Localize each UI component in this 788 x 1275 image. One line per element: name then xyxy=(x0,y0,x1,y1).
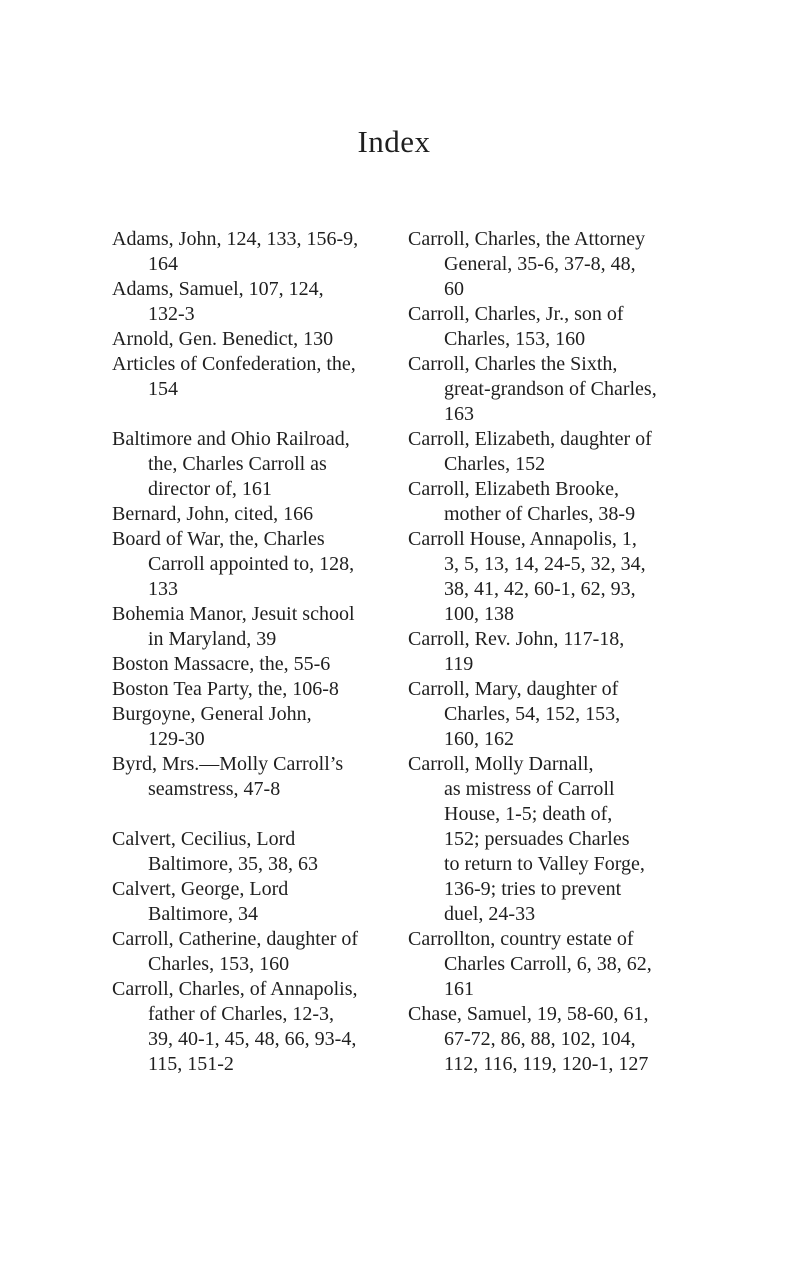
index-entry-line: Carroll, Molly Darnall, xyxy=(408,753,594,775)
index-entry-line: House, 1-5; death of, xyxy=(444,803,613,825)
index-entry-line: Carroll, Charles, Jr., son of xyxy=(408,303,624,325)
index-entry-line: Calvert, Cecilius, Lord xyxy=(112,828,296,850)
index-entry-line: Board of War, the, Charles xyxy=(112,528,325,550)
index-entry xyxy=(408,477,704,527)
index-entry xyxy=(112,502,408,527)
index-entry xyxy=(112,427,408,502)
index-columns xyxy=(112,227,704,1077)
index-entry-line: Carroll, Elizabeth Brooke, xyxy=(408,478,620,500)
index-entry-line: Carroll appointed to, 128, xyxy=(148,553,355,575)
index-entry xyxy=(408,302,704,352)
index-entry-line: mother of Charles, 38-9 xyxy=(444,503,636,525)
index-entry xyxy=(112,877,408,927)
index-entry-line: great-grandson of Charles, xyxy=(444,378,657,400)
index-entry-line: Carroll, Charles the Sixth, xyxy=(408,353,618,375)
index-entry xyxy=(112,652,408,677)
index-entry-line: 100, 138 xyxy=(444,603,514,625)
page-title: Index xyxy=(357,124,431,159)
index-entry-line: Baltimore, 34 xyxy=(148,903,258,925)
index-entry-line: in Maryland, 39 xyxy=(148,628,277,650)
index-entry xyxy=(112,527,408,602)
index-entry-line: Boston Tea Party, the, 106-8 xyxy=(112,678,339,700)
index-entry xyxy=(408,427,704,477)
index-entry-line: Carrollton, country estate of xyxy=(408,928,634,950)
index-entry-line: duel, 24-33 xyxy=(444,903,536,925)
index-entry-line: Bohemia Manor, Jesuit school xyxy=(112,603,355,625)
index-entry-line: 60 xyxy=(444,278,464,300)
index-entry-line: Charles, 153, 160 xyxy=(444,328,586,350)
index-entry-line: seamstress, 47-8 xyxy=(148,778,281,800)
index-entry-line: Baltimore and Ohio Railroad, xyxy=(112,428,350,450)
index-entry-line: to return to Valley Forge, xyxy=(444,853,645,875)
index-entry xyxy=(112,277,408,327)
index-entry-line: the, Charles Carroll as xyxy=(148,453,327,475)
index-entry-line: 67-72, 86, 88, 102, 104, xyxy=(444,1028,636,1050)
index-entry xyxy=(408,627,704,677)
index-entry-line: 152; persuades Charles xyxy=(444,828,630,850)
index-column-right xyxy=(408,227,704,1077)
index-entry-line: 119 xyxy=(444,653,474,675)
index-entry-line: Arnold, Gen. Benedict, 130 xyxy=(112,328,334,350)
index-entry xyxy=(112,977,408,1077)
index-entry xyxy=(112,752,408,802)
index-entry xyxy=(112,602,408,652)
index-entry-line: 163 xyxy=(444,403,474,425)
index-entry xyxy=(112,702,408,752)
index-column-left xyxy=(112,227,408,1077)
index-entry xyxy=(408,352,704,427)
index-entry-line: 136-9; tries to prevent xyxy=(444,878,622,900)
index-entry-line: Boston Massacre, the, 55-6 xyxy=(112,653,331,675)
index-entry-line: Charles, 153, 160 xyxy=(148,953,290,975)
index-entry-line: 112, 116, 119, 120-1, 127 xyxy=(444,1053,649,1075)
index-entry-line: father of Charles, 12-3, xyxy=(148,1003,335,1025)
index-entry xyxy=(408,927,704,1002)
index-entry-line: as mistress of Carroll xyxy=(444,778,615,800)
index-entry-line: General, 35-6, 37-8, 48, xyxy=(444,253,636,275)
index-entry-line: 115, 151-2 xyxy=(148,1053,234,1075)
index-entry-line: Adams, Samuel, 107, 124, xyxy=(112,278,324,300)
index-entry-line: Carroll, Charles, the Attorney xyxy=(408,228,646,250)
index-entry-line: 38, 41, 42, 60-1, 62, 93, xyxy=(444,578,636,600)
index-entry xyxy=(112,677,408,702)
index-entry-line: 154 xyxy=(148,378,178,400)
index-entry-line: director of, 161 xyxy=(148,478,272,500)
index-entry xyxy=(112,327,408,352)
index-entry-line: Calvert, George, Lord xyxy=(112,878,289,900)
index-entry-line: Carroll, Catherine, daughter of xyxy=(112,928,359,950)
index-entry-line: Baltimore, 35, 38, 63 xyxy=(148,853,318,875)
index-entry-line: Charles Carroll, 6, 38, 62, xyxy=(444,953,652,975)
index-entry xyxy=(408,752,704,927)
index-entry-line: 161 xyxy=(444,978,474,1000)
index-entry-line: 160, 162 xyxy=(444,728,514,750)
index-entry-line: Chase, Samuel, 19, 58-60, 61, xyxy=(408,1003,649,1025)
index-entry-line: Charles, 54, 152, 153, xyxy=(444,703,621,725)
index-entry-line: Carroll, Charles, of Annapolis, xyxy=(112,978,358,1000)
index-entry-line: Burgoyne, General John, xyxy=(112,703,312,725)
index-entry-line: Byrd, Mrs.—Molly Carroll’s xyxy=(112,753,344,775)
index-entry xyxy=(408,527,704,627)
index-group xyxy=(112,227,408,402)
index-entry-line: Carroll, Rev. John, 117-18, xyxy=(408,628,625,650)
index-entry-line: Adams, John, 124, 133, 156-9, xyxy=(112,228,359,250)
index-group xyxy=(408,227,704,1077)
index-entry xyxy=(112,227,408,277)
index-entry-line: Carroll, Mary, daughter of xyxy=(408,678,619,700)
index-entry xyxy=(408,677,704,752)
index-entry-line: Bernard, John, cited, 166 xyxy=(112,503,314,525)
index-entry xyxy=(112,352,408,402)
index-entry-line: 132-3 xyxy=(148,303,195,325)
index-entry-line: 164 xyxy=(148,253,178,275)
index-entry xyxy=(408,227,704,302)
index-group xyxy=(112,427,408,802)
index-entry-line: 3, 5, 13, 14, 24-5, 32, 34, xyxy=(444,553,646,575)
index-entry-line: 39, 40-1, 45, 48, 66, 93-4, xyxy=(148,1028,357,1050)
index-group xyxy=(112,827,408,1077)
index-entry-line: 133 xyxy=(148,578,178,600)
index-entry-line: Carroll House, Annapolis, 1, xyxy=(408,528,637,550)
index-entry-line: Articles of Confederation, the, xyxy=(112,353,356,375)
index-entry xyxy=(112,827,408,877)
index-entry-line: 129-30 xyxy=(148,728,205,750)
index-entry-line: Carroll, Elizabeth, daughter of xyxy=(408,428,652,450)
index-entry xyxy=(408,1002,704,1077)
index-entry-line: Charles, 152 xyxy=(444,453,546,475)
index-entry xyxy=(112,927,408,977)
